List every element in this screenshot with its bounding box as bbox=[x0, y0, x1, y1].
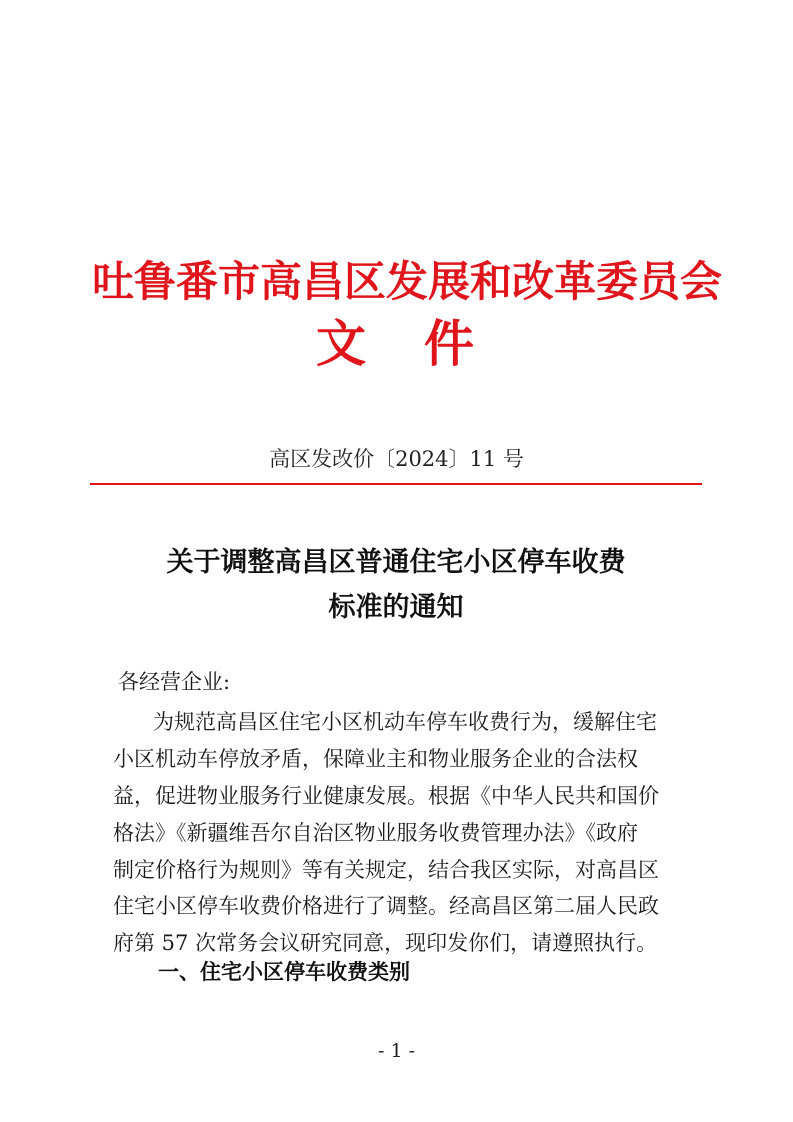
notice-title-line-1: 关于调整高昌区普通住宅小区停车收费 bbox=[166, 547, 626, 578]
notice-title bbox=[96, 540, 696, 630]
document-label bbox=[296, 314, 496, 374]
body-line: 小区机动车停放矛盾，保障业主和物业服务企业的合法权 bbox=[113, 746, 638, 771]
document-label-char-1: 文 bbox=[316, 314, 366, 373]
document-label-char-2: 件 bbox=[424, 314, 474, 373]
body-line: 为规范高昌区住宅小区机动车停车收费行为，缓解住宅 bbox=[153, 710, 657, 734]
body-line: 制定价格行为规则》等有关规定，结合我区实际，对高昌区 bbox=[113, 857, 659, 882]
section-heading: 一、住宅小区停车收费类别 bbox=[158, 960, 410, 984]
body-line: 住宅小区停车收费价格进行了调整。经高昌区第二届人民政 bbox=[113, 894, 659, 919]
document-number: 高区发改价〔2024〕11 号 bbox=[269, 447, 524, 471]
notice-title-line-2: 标准的通知 bbox=[328, 592, 464, 623]
body-line: 府第 57 次常务会议研究同意，现印发你们，请遵照执行。 bbox=[113, 931, 658, 956]
issuing-agency-title: 吐鲁番市高昌区发展和改革委员会 bbox=[92, 257, 723, 306]
addressee: 各经营企业: bbox=[118, 670, 231, 694]
red-divider-line bbox=[90, 483, 702, 485]
page-number: - 1 - bbox=[377, 1040, 415, 1062]
body-line: 格法》《新疆维吾尔自治区物业服务收费管理办法》《政府 bbox=[113, 820, 638, 845]
body-paragraph bbox=[113, 704, 683, 962]
body-line: 益，促进物业服务行业健康发展。根据《中华人民共和国价 bbox=[113, 783, 659, 808]
